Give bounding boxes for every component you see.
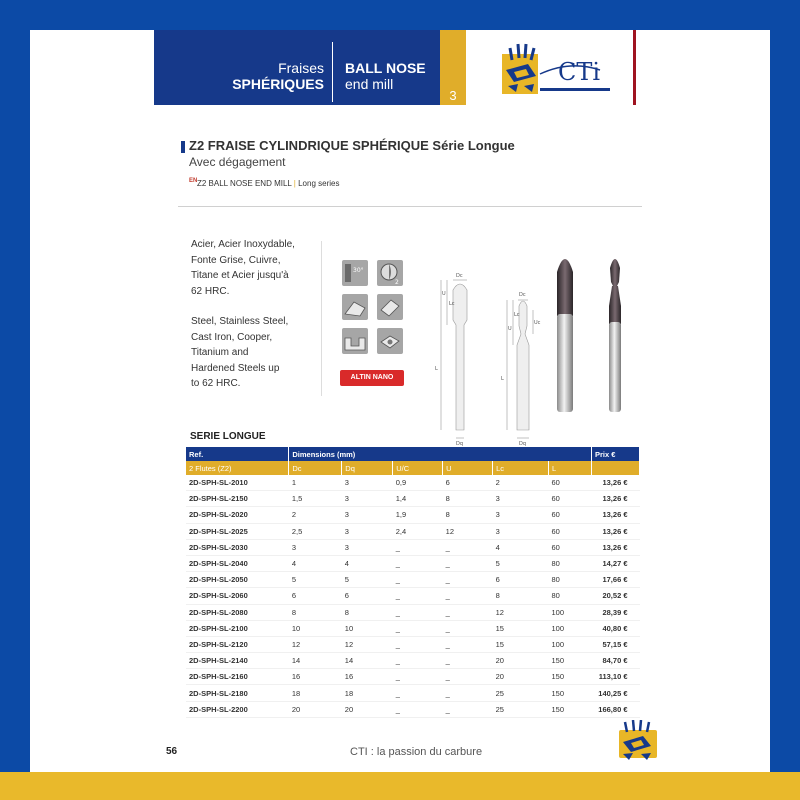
table-row bbox=[186, 701, 640, 717]
table-header-row bbox=[186, 447, 640, 461]
cell-u: _ bbox=[443, 685, 493, 701]
drawing-label-l-1: L bbox=[435, 366, 438, 372]
header-right-line1: BALL NOSE bbox=[345, 60, 426, 76]
cell-lc: 12 bbox=[493, 604, 549, 620]
cell-price: 57,15 € bbox=[591, 636, 639, 652]
header-category-fr bbox=[154, 60, 324, 92]
cell-u: _ bbox=[443, 588, 493, 604]
header-red-line bbox=[633, 30, 636, 105]
table-row bbox=[186, 507, 640, 523]
footer-tagline: CTI : la passion du carbure bbox=[350, 746, 483, 758]
cell-lc: 25 bbox=[493, 701, 549, 717]
header-right-line2: end mill bbox=[345, 76, 394, 92]
cell-ref: 2D-SPH-SL-2100 bbox=[186, 620, 289, 636]
coating-badge: ALTIN NANO bbox=[340, 370, 404, 386]
materials-fr-2: Titane et Acier jusqu'à bbox=[191, 270, 289, 281]
table-subheader-row bbox=[186, 461, 640, 475]
cell-ref: 2D-SPH-SL-2025 bbox=[186, 523, 289, 539]
cell-dc: 5 bbox=[289, 572, 342, 588]
drawing-label-u-2: U bbox=[508, 326, 512, 332]
cell-uc: _ bbox=[393, 669, 443, 685]
cell-dq: 8 bbox=[342, 604, 393, 620]
cell-uc: _ bbox=[393, 604, 443, 620]
helix-angle-icon bbox=[342, 260, 368, 286]
cell-price: 28,39 € bbox=[591, 604, 639, 620]
cell-ref: 2D-SPH-SL-2180 bbox=[186, 685, 289, 701]
cell-dq: 18 bbox=[342, 685, 393, 701]
cell-ref: 2D-SPH-SL-2060 bbox=[186, 588, 289, 604]
cell-l: 150 bbox=[549, 685, 592, 701]
drawing-label-dq-2: Dq bbox=[519, 441, 527, 447]
table-row bbox=[186, 653, 640, 669]
page-number: 56 bbox=[166, 746, 178, 757]
cell-dq: 16 bbox=[342, 669, 393, 685]
cell-price: 13,26 € bbox=[591, 475, 639, 491]
cell-l: 60 bbox=[549, 539, 592, 555]
cell-u: _ bbox=[443, 620, 493, 636]
english-title-main: Z2 BALL NOSE END MILL bbox=[197, 179, 292, 188]
materials-fr-3: 62 HRC. bbox=[191, 285, 230, 297]
en-flag-tag: EN bbox=[189, 178, 198, 184]
cell-price: 40,80 € bbox=[591, 620, 639, 636]
cell-l: 100 bbox=[549, 636, 592, 652]
cell-dc: 3 bbox=[289, 539, 342, 555]
materials-en-2: Titanium and bbox=[191, 347, 249, 358]
cell-dc: 6 bbox=[289, 588, 342, 604]
cell-price: 166,80 € bbox=[591, 701, 639, 717]
cell-u: 6 bbox=[443, 475, 493, 491]
materials-text bbox=[191, 237, 316, 392]
drawing-label-dc-2: Dc bbox=[519, 292, 526, 298]
product-photo bbox=[555, 246, 650, 414]
col-dq: Dq bbox=[342, 461, 393, 475]
cell-dq: 14 bbox=[342, 653, 393, 669]
cell-uc: _ bbox=[393, 588, 443, 604]
col-u: U bbox=[443, 461, 493, 475]
cell-ref: 2D-SPH-SL-2040 bbox=[186, 555, 289, 571]
cell-u: 8 bbox=[443, 491, 493, 507]
cell-u: _ bbox=[443, 701, 493, 717]
cell-u: 8 bbox=[443, 507, 493, 523]
col-uc: U/C bbox=[393, 461, 443, 475]
cell-ref: 2D-SPH-SL-2120 bbox=[186, 636, 289, 652]
cell-dq: 3 bbox=[342, 539, 393, 555]
cell-dq: 5 bbox=[342, 572, 393, 588]
materials-divider bbox=[321, 241, 322, 396]
cell-uc: _ bbox=[393, 620, 443, 636]
cell-dq: 3 bbox=[342, 523, 393, 539]
section-number: 3 bbox=[449, 88, 457, 103]
cell-dc: 16 bbox=[289, 669, 342, 685]
cell-dq: 3 bbox=[342, 507, 393, 523]
catalog-page bbox=[30, 30, 770, 772]
cell-dq: 12 bbox=[342, 636, 393, 652]
cell-dc: 20 bbox=[289, 701, 342, 717]
cell-price: 140,25 € bbox=[591, 685, 639, 701]
cell-lc: 5 bbox=[493, 555, 549, 571]
table-body bbox=[186, 475, 640, 717]
cell-dq: 3 bbox=[342, 475, 393, 491]
product-title: Z2 FRAISE CYLINDRIQUE SPHÉRIQUE Série Longue bbox=[189, 138, 515, 153]
col-l: L bbox=[549, 461, 592, 475]
cell-l: 80 bbox=[549, 572, 592, 588]
table-row bbox=[186, 620, 640, 636]
cell-ref: 2D-SPH-SL-2020 bbox=[186, 507, 289, 523]
header-ref: Ref. bbox=[186, 447, 289, 461]
table-row bbox=[186, 491, 640, 507]
cell-price: 13,26 € bbox=[591, 491, 639, 507]
cell-l: 100 bbox=[549, 604, 592, 620]
table-row bbox=[186, 555, 640, 571]
materials-en-3: Hardened Steels up bbox=[191, 362, 280, 374]
product-subtitle: Avec dégagement bbox=[189, 155, 286, 169]
cell-ref: 2D-SPH-SL-2150 bbox=[186, 491, 289, 507]
cell-uc: _ bbox=[393, 555, 443, 571]
cell-ref: 2D-SPH-SL-2140 bbox=[186, 653, 289, 669]
cell-uc: _ bbox=[393, 653, 443, 669]
cell-l: 80 bbox=[549, 588, 592, 604]
cell-dq: 3 bbox=[342, 491, 393, 507]
cell-uc: 1,9 bbox=[393, 507, 443, 523]
table-row bbox=[186, 669, 640, 685]
cell-lc: 2 bbox=[493, 475, 549, 491]
slotting-icon bbox=[377, 294, 403, 320]
drawing-label-lc-1: Lc bbox=[449, 301, 455, 307]
cell-l: 150 bbox=[549, 669, 592, 685]
cell-u: _ bbox=[443, 636, 493, 652]
drawing-label-l-2: L bbox=[501, 376, 504, 382]
cell-u: _ bbox=[443, 572, 493, 588]
cell-price: 113,10 € bbox=[591, 669, 639, 685]
title-rule bbox=[178, 206, 642, 207]
cell-ref: 2D-SPH-SL-2050 bbox=[186, 572, 289, 588]
materials-en-4: to 62 HRC. bbox=[191, 378, 241, 389]
materials-fr-1: Fonte Grise, Cuivre, bbox=[191, 254, 281, 266]
drawing-label-uc-2: Uc bbox=[534, 320, 541, 326]
cell-uc: _ bbox=[393, 636, 443, 652]
cell-dc: 14 bbox=[289, 653, 342, 669]
cell-lc: 15 bbox=[493, 620, 549, 636]
cell-uc: _ bbox=[393, 572, 443, 588]
table-section-title: SERIE LONGUE bbox=[190, 431, 266, 442]
flute-count-icon bbox=[377, 260, 403, 286]
cell-dc: 1 bbox=[289, 475, 342, 491]
cell-lc: 3 bbox=[493, 491, 549, 507]
english-title-separator: | bbox=[293, 179, 296, 188]
cell-lc: 15 bbox=[493, 636, 549, 652]
cell-price: 13,26 € bbox=[591, 523, 639, 539]
cell-ref: 2D-SPH-SL-2080 bbox=[186, 604, 289, 620]
cell-u: 12 bbox=[443, 523, 493, 539]
header-divider bbox=[332, 42, 333, 102]
cell-ref: 2D-SPH-SL-2160 bbox=[186, 669, 289, 685]
cell-dc: 2 bbox=[289, 507, 342, 523]
profiling-icon bbox=[342, 294, 368, 320]
cell-dc: 1,5 bbox=[289, 491, 342, 507]
technical-drawing bbox=[423, 250, 563, 450]
cell-l: 60 bbox=[549, 523, 592, 539]
bottom-gold-stripe bbox=[0, 772, 800, 800]
price-table bbox=[186, 447, 640, 718]
table-row bbox=[186, 572, 640, 588]
angle-label: 30° bbox=[353, 267, 364, 274]
cell-dq: 6 bbox=[342, 588, 393, 604]
cell-l: 80 bbox=[549, 555, 592, 571]
cell-dc: 18 bbox=[289, 685, 342, 701]
table-row bbox=[186, 604, 640, 620]
cell-uc: _ bbox=[393, 539, 443, 555]
cell-l: 60 bbox=[549, 507, 592, 523]
cell-dq: 10 bbox=[342, 620, 393, 636]
cell-u: _ bbox=[443, 669, 493, 685]
cell-uc: _ bbox=[393, 685, 443, 701]
cell-l: 100 bbox=[549, 620, 592, 636]
cell-l: 60 bbox=[549, 475, 592, 491]
header-left-line2: SPHÉRIQUES bbox=[232, 76, 324, 92]
header-left-line1: Fraises bbox=[278, 60, 324, 76]
cell-ref: 2D-SPH-SL-2010 bbox=[186, 475, 289, 491]
cell-price: 84,70 € bbox=[591, 653, 639, 669]
cell-lc: 20 bbox=[493, 669, 549, 685]
cell-price: 20,52 € bbox=[591, 588, 639, 604]
cell-uc: 1,4 bbox=[393, 491, 443, 507]
table-row bbox=[186, 475, 640, 491]
cti-logo bbox=[500, 40, 620, 102]
cell-u: _ bbox=[443, 604, 493, 620]
cell-u: _ bbox=[443, 653, 493, 669]
cell-l: 60 bbox=[549, 491, 592, 507]
cell-uc: 0,9 bbox=[393, 475, 443, 491]
logo-text: CTi bbox=[558, 58, 601, 86]
cell-ref: 2D-SPH-SL-2030 bbox=[186, 539, 289, 555]
table-row bbox=[186, 539, 640, 555]
cell-dq: 20 bbox=[342, 701, 393, 717]
materials-fr-0: Acier, Acier Inoxydable, bbox=[191, 239, 295, 250]
cell-dc: 8 bbox=[289, 604, 342, 620]
plunging-icon bbox=[377, 328, 403, 354]
table-row bbox=[186, 588, 640, 604]
cell-uc: 2,4 bbox=[393, 523, 443, 539]
cell-dc: 4 bbox=[289, 555, 342, 571]
pocketing-icon bbox=[342, 328, 368, 354]
cell-l: 150 bbox=[549, 653, 592, 669]
cell-uc: _ bbox=[393, 701, 443, 717]
cell-price: 13,26 € bbox=[591, 507, 639, 523]
cell-price: 14,27 € bbox=[591, 555, 639, 571]
english-title-series: Long series bbox=[298, 179, 340, 188]
footer-logo-icon bbox=[613, 720, 663, 762]
cell-l: 150 bbox=[549, 701, 592, 717]
drawing-label-dq-1: Dq bbox=[456, 441, 464, 447]
col-lc: Lc bbox=[493, 461, 549, 475]
cell-ref: 2D-SPH-SL-2200 bbox=[186, 701, 289, 717]
cell-price: 13,26 € bbox=[591, 539, 639, 555]
col-price-empty bbox=[591, 461, 639, 475]
english-title bbox=[197, 179, 339, 188]
header-category-en bbox=[345, 60, 426, 92]
cell-lc: 4 bbox=[493, 539, 549, 555]
cell-lc: 3 bbox=[493, 523, 549, 539]
drawing-label-dc-1: Dc bbox=[456, 273, 463, 279]
cell-lc: 6 bbox=[493, 572, 549, 588]
flutes-label: 2 bbox=[395, 279, 399, 286]
materials-en-0: Steel, Stainless Steel, bbox=[191, 316, 289, 327]
cell-u: _ bbox=[443, 539, 493, 555]
drawing-label-lc-2: Lc bbox=[514, 312, 520, 318]
header-price: Prix € bbox=[591, 447, 639, 461]
cell-lc: 25 bbox=[493, 685, 549, 701]
cell-dc: 12 bbox=[289, 636, 342, 652]
cell-dq: 4 bbox=[342, 555, 393, 571]
subheader-flutes: 2 Flutes (Z2) bbox=[186, 461, 289, 475]
cell-u: _ bbox=[443, 555, 493, 571]
cell-lc: 20 bbox=[493, 653, 549, 669]
header-dimensions: Dimensions (mm) bbox=[289, 447, 592, 461]
title-accent-bar bbox=[181, 141, 185, 153]
table-row bbox=[186, 523, 640, 539]
cell-price: 17,66 € bbox=[591, 572, 639, 588]
cell-lc: 3 bbox=[493, 507, 549, 523]
table-row bbox=[186, 636, 640, 652]
cell-dc: 10 bbox=[289, 620, 342, 636]
drawing-label-u-1: U bbox=[442, 291, 446, 297]
materials-en-1: Cast Iron, Cooper, bbox=[191, 331, 273, 343]
col-dc: Dc bbox=[289, 461, 342, 475]
table-row bbox=[186, 685, 640, 701]
cell-dc: 2,5 bbox=[289, 523, 342, 539]
cell-lc: 8 bbox=[493, 588, 549, 604]
